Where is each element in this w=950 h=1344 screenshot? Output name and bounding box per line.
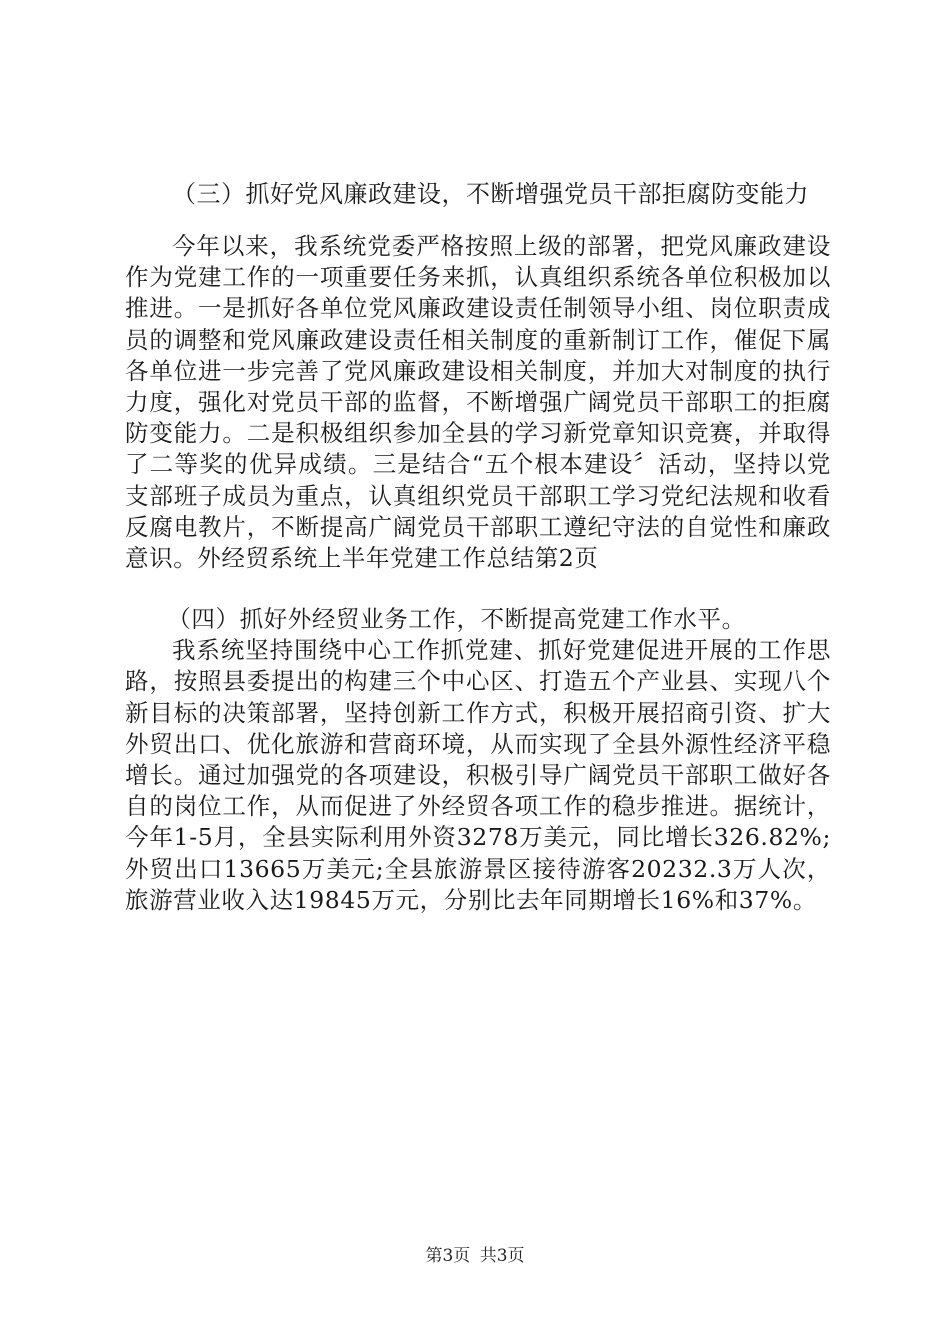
section-4-block [125, 604, 831, 916]
page-footer [0, 1245, 950, 1267]
section-4-paragraph: 我系统坚持围绕中心工作抓党建、抓好党建促进开展的工作思路，按照县委提出的构建三个中心区、打造五个产业县、实现八个新目标的决策部署，坚持创新工作方式，积极开展招商引资、扩大外贸出口、优化旅游和营商环境，从而实现了全县外源性经济平稳增长。通过加强党的各项建设，积极引导广阔党员干部职工做好各自的岗位工作，从而促进了外经贸各项工作的稳步推进。据统计，今年1-5月，全县实际利用外资3278万美元，同比增长326.82%;外贸出口13665万美元;全县旅游景区接待游客20232.3万人次，旅游营业收入达19845万元，分别比去年同期增长16%和37%。 [125, 636, 831, 914]
section-3-body-block [125, 231, 831, 574]
section-4-heading: （四）抓好外经贸业务工作，不断提高党建工作水平。 [167, 605, 746, 633]
page-total: 共3页 [479, 1246, 525, 1266]
page-number: 第3页 [425, 1246, 471, 1266]
section-3-paragraph: 今年以来，我系统党委严格按照上级的部署，把党风廉政建设作为党建工作的一项重要任务来抓，认真组织系统各单位积极加以推进。一是抓好各单位党风廉政建设责任制领导小组、岗位职责成员的调整和党风廉政建设责任相关制度的重新制订工作，催促下属各单位进一步完善了党风廉政建设相关制度，并加大对制度的执行力度，强化对党员干部的监督，不断增强广阔党员干部职工的拒腐防变能力。二是积极组织参加全县的学习新党章知识竞赛，并取得了二等奖的优异成绩。三是结合“五个根本建设〞活动，坚持以党支部班子成员为重点，认真组织党员干部职工学习党纪法规和收看反腐电教片，不断提高广阔党员干部职工遵纪守法的自觉性和廉政意识。外经贸系统上半年党建工作总结第2页 [125, 232, 831, 573]
section-3-heading: （三）抓好党风廉政建设，不断增强党员干部拒腐防变能力 [172, 180, 809, 208]
